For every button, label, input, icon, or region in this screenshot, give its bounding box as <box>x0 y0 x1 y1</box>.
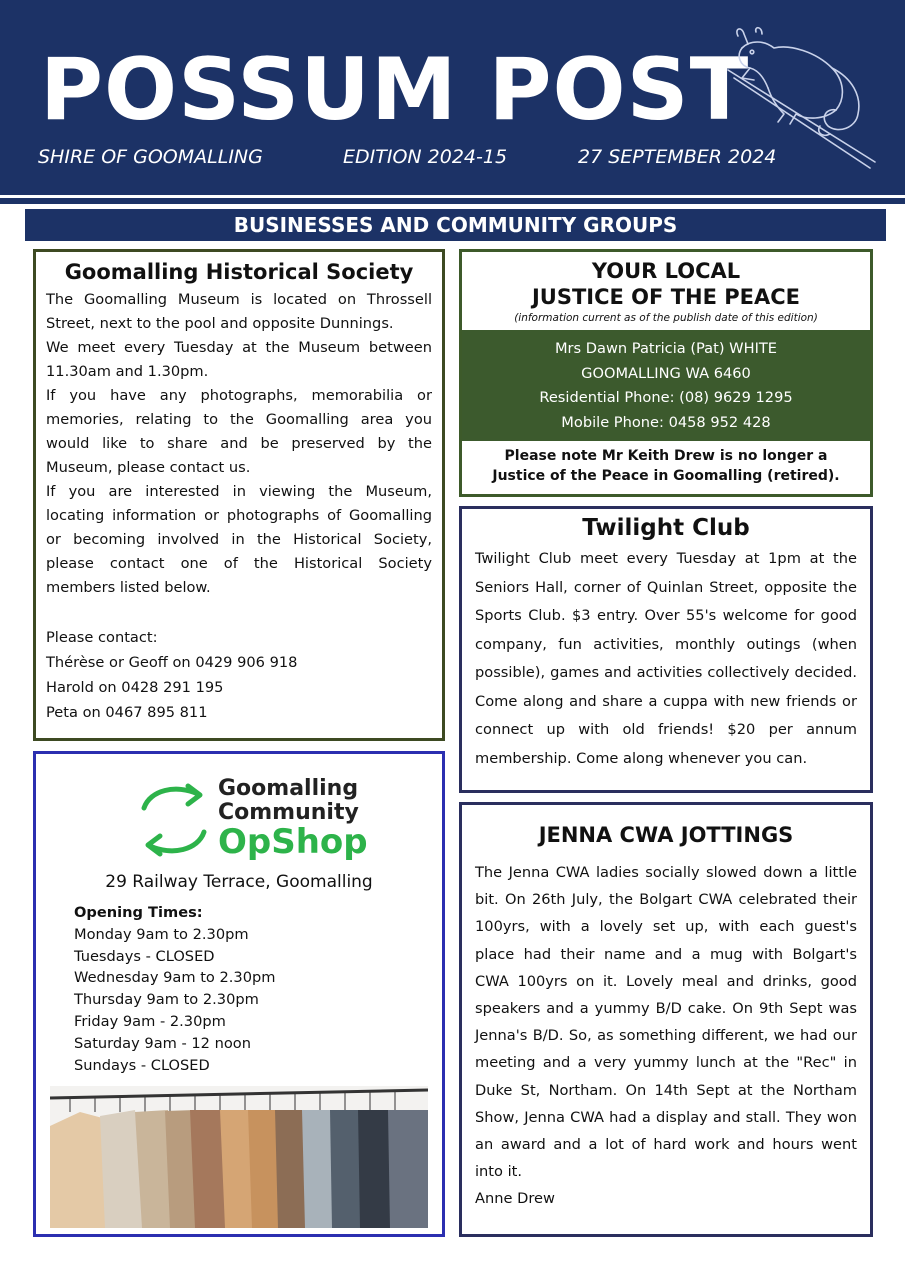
jp-heading-line2: JUSTICE OF THE PEACE <box>531 285 800 309</box>
opening-times-row: Sundays - CLOSED <box>74 1056 210 1074</box>
contact-heading: Please contact: <box>46 629 158 646</box>
jp-details-panel <box>462 330 870 441</box>
historical-paragraph: If you are interested in viewing the Museum, locating information or photographs of Goomalling or becoming involved in the Historical Society, please contact one of the Historical Society members listed below. <box>46 483 432 596</box>
edition-number: EDITION 2024-15 <box>343 146 508 168</box>
masthead <box>0 0 905 195</box>
newsletter-title: POSSUM POST <box>40 40 750 140</box>
historical-society-box <box>33 249 445 741</box>
opshop-logo-line3: OpShop <box>218 822 368 862</box>
opening-times-row: Tuesdays - CLOSED <box>74 947 215 965</box>
twilight-club-box <box>459 506 873 793</box>
opening-times-row: Monday 9am to 2.30pm <box>74 925 249 943</box>
jenna-cwa-box <box>459 802 873 1237</box>
jp-residential-phone: Residential Phone: (08) 9629 1295 <box>539 389 793 406</box>
historical-society-heading: Goomalling Historical Society <box>64 260 414 284</box>
contact-item: Peta on 0467 895 811 <box>46 704 208 721</box>
twilight-club-heading: Twilight Club <box>582 515 750 541</box>
opening-times-row: Friday 9am - 2.30pm <box>74 1012 226 1030</box>
possum-icon <box>720 22 885 172</box>
opening-times-heading: Opening Times: <box>74 904 203 921</box>
jp-retirement-note <box>470 446 862 486</box>
section-heading: BUSINESSES AND COMMUNITY GROUPS <box>25 209 886 241</box>
clothing-rack-photo <box>50 1086 428 1228</box>
shire-name: SHIRE OF GOOMALLING <box>38 146 263 168</box>
jp-heading-line1: YOUR LOCAL <box>591 259 741 283</box>
justice-of-peace-box <box>459 249 873 497</box>
jp-mobile-phone: Mobile Phone: 0458 952 428 <box>561 413 771 431</box>
historical-paragraph: If you have any photographs, memorabilia or memories, relating to the Goomalling area you would like to share and be preserved by the Museum, please contact us. <box>46 387 432 476</box>
opshop-box <box>33 751 445 1237</box>
twilight-club-body: Twilight Club meet every Tuesday at 1pm at the Seniors Hall, corner of Quinlan Street, opposite the Sports Club. $3 entry. Over 55's welcome for good company, fun activities, monthly outings (when possible), games and activities collectively decided. Come along and share a cuppa with new friends or connect up with old friends! $20 per annum membership. Come along whenever you can. <box>475 550 857 767</box>
opshop-address: 29 Railway Terrace, Goomalling <box>105 872 373 892</box>
jp-retirement-line: Justice of the Peace in Goomalling (retired). <box>492 468 840 484</box>
opening-times-row: Saturday 9am - 12 noon <box>74 1034 251 1052</box>
opening-times-row: Wednesday 9am to 2.30pm <box>74 969 276 987</box>
contact-item: Thérèse or Geoff on 0429 906 918 <box>46 654 298 671</box>
opening-times-row: Thursday 9am to 2.30pm <box>74 991 259 1009</box>
jp-name: Mrs Dawn Patricia (Pat) WHITE <box>554 340 778 357</box>
issue-date: 27 SEPTEMBER 2024 <box>578 146 777 168</box>
recycle-arrows-icon <box>136 778 212 860</box>
masthead-rule <box>0 198 905 204</box>
historical-paragraph: We meet every Tuesday at the Museum between 11.30am and 1.30pm. <box>46 339 432 380</box>
opshop-logo-line1: Goomalling <box>218 776 359 801</box>
opening-times <box>74 902 275 1076</box>
opshop-logo <box>136 776 396 866</box>
jenna-cwa-heading: JENNA CWA JOTTINGS <box>538 823 794 847</box>
opshop-logo-line2: Community <box>218 800 359 825</box>
jp-retirement-line: Please note Mr Keith Drew is no longer a <box>504 448 828 464</box>
jp-info-note: (information current as of the publish date of this edition) <box>514 312 818 324</box>
jenna-cwa-signoff: Anne Drew <box>475 1190 555 1208</box>
contact-item: Harold on 0428 291 195 <box>46 679 224 696</box>
jp-location: GOOMALLING WA 6460 <box>581 364 751 382</box>
jenna-cwa-body: The Jenna CWA ladies socially slowed down a little bit. On 26th July, the Bolgart CWA celebrated their 100yrs, with a lovely set up, with each guest's place had their name and a mug with Bolgart's CWA 100yrs on it. Lovely meal and drinks, good speakers and a yummy B/D cake. On 9th Sept was Jenna's B/D. So, as something different, we had our meeting and a very yummy lunch at the "Rec" in Duke St, Northam. On 14th Sept at the Northam Show, Jenna CWA had a display and stall. They won an award and a lot of hard work and hours went into it. <box>475 864 857 1181</box>
historical-paragraph: The Goomalling Museum is located on Throssell Street, next to the pool and opposite Dunnings. <box>46 291 432 332</box>
